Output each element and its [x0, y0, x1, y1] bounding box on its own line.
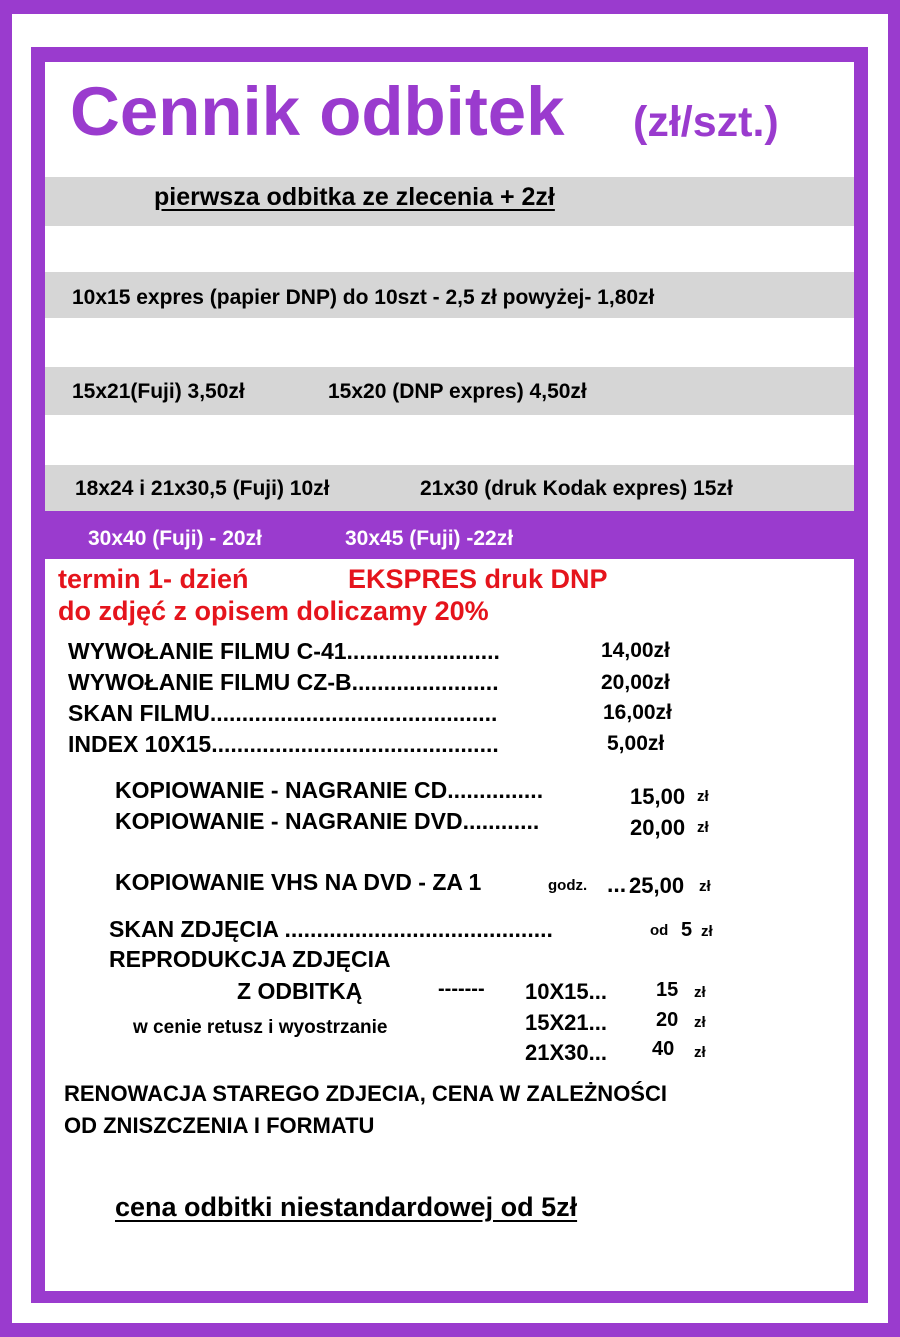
service-dvd-unit: zł [697, 819, 709, 836]
notice-term: termin 1- dzień [58, 564, 249, 594]
repro-price-21x30: 40 [652, 1038, 675, 1060]
price-15x21-fuji: 15x21(Fuji) 3,50zł [72, 380, 245, 403]
service-dvd-label: KOPIOWANIE - NAGRANIE DVD............ [115, 808, 540, 834]
service-index-price: 5,00zł [607, 732, 665, 755]
first-print-note: pierwsza odbitka ze zlecenia + 2zł [154, 183, 555, 211]
repro-size-21x30: 21X30... [525, 1040, 607, 1065]
renovation-line2: OD ZNISZCZENIA I FORMATU [64, 1113, 375, 1138]
repro-unit-10x15: zł [694, 984, 706, 1001]
repro-unit-15x21: zł [694, 1014, 706, 1031]
repro-size-10x15: 10X15... [525, 979, 607, 1004]
service-cd-price: 15,00 [630, 784, 686, 809]
renovation-line1: RENOWACJA STAREGO ZDJECIA, CENA W ZALEŻNOŚCI [64, 1081, 667, 1106]
price-13x18-fuji: 13x18 (Fuji) 2,50zł [72, 336, 251, 359]
price-10x15-dnp: 10x15 expres (papier DNP) do 10szt - 2,5 zł powyżej- 1,80zł [72, 286, 655, 309]
service-dvd-price: 20,00 [630, 815, 686, 840]
notice-description-surcharge: do zdjęć z opisem doliczamy 20% [58, 596, 489, 626]
service-index-label: INDEX 10X15............................................. [68, 731, 499, 757]
repro-size-15x21: 15X21... [525, 1010, 607, 1035]
service-vhs-unit: zł [699, 878, 711, 895]
repro-note: w cenie retusz i wyostrzanie [133, 1017, 388, 1038]
service-photo-scan-price: 5 [681, 919, 693, 941]
service-vhs-label: KOPIOWANIE VHS NA DVD - ZA 1 [115, 869, 482, 895]
service-cd-label: KOPIOWANIE - NAGRANIE CD............... [115, 777, 544, 803]
service-photo-scan-label: SKAN ZDJĘCIA .......................................... [109, 916, 553, 942]
repro-title: REPRODUKCJA ZDJĘCIA [109, 946, 391, 972]
repro-subtitle: Z ODBITKĄ [237, 978, 363, 1004]
price-30x45-fuji: 30x45 (Fuji) -22zł [345, 527, 514, 550]
service-c41-label: WYWOŁANIE FILMU C-41........................ [68, 638, 500, 664]
price-13x18-dnp: 13x18 (DNP expres) 3,50zł [328, 336, 587, 359]
repro-price-15x21: 20 [656, 1009, 679, 1031]
price-30x40-fuji: 30x40 (Fuji) - 20zł [88, 527, 262, 550]
title-unit: (zł/szt.) [633, 98, 779, 146]
price-15x23-dnp: 15x23 (DNP expres) 5,50zł [328, 433, 587, 456]
service-photo-scan-unit: zł [701, 923, 713, 940]
service-cd-unit: zł [697, 788, 709, 805]
service-film-scan-price: 16,00zł [603, 701, 672, 724]
service-vhs-price: 25,00 [629, 873, 685, 898]
price-10x15-fuji-to10: 10x15 - do 10szt - 1,50zł [72, 238, 309, 261]
footer-note: cena odbitki niestandardowej od 5zł [115, 1192, 578, 1222]
notice-express: EKSPRES druk DNP [348, 564, 608, 594]
repro-unit-21x30: zł [694, 1044, 706, 1061]
service-photo-scan-from: od [650, 922, 669, 939]
price-10x15-fuji-paper: - papier Fuji [672, 240, 792, 263]
service-vhs-dots: ... [607, 871, 627, 897]
price-15x20-dnp: 15x20 (DNP expres) 4,50zł [328, 380, 587, 403]
service-c41-price: 14,00zł [601, 639, 670, 662]
repro-price-10x15: 15 [656, 979, 679, 1001]
price-15x23-fuji: 15x23 (Fuji) 4,00zł [72, 433, 251, 456]
price-10x15-fuji-over10: powyżej 10szt - 1,20zł [390, 238, 606, 261]
service-vhs-hour: godz. [548, 877, 588, 894]
page-title: Cennik odbitek [70, 73, 565, 150]
repro-dashes: ------- [438, 978, 485, 1000]
service-czb-label: WYWOŁANIE FILMU CZ-B....................... [68, 669, 499, 695]
price-18x24-fuji: 18x24 i 21x30,5 (Fuji) 10zł [75, 477, 330, 500]
price-21x30-kodak: 21x30 (druk Kodak expres) 15zł [420, 477, 733, 500]
service-czb-price: 20,00zł [601, 671, 670, 694]
service-film-scan-label: SKAN FILMU............................................. [68, 700, 498, 726]
